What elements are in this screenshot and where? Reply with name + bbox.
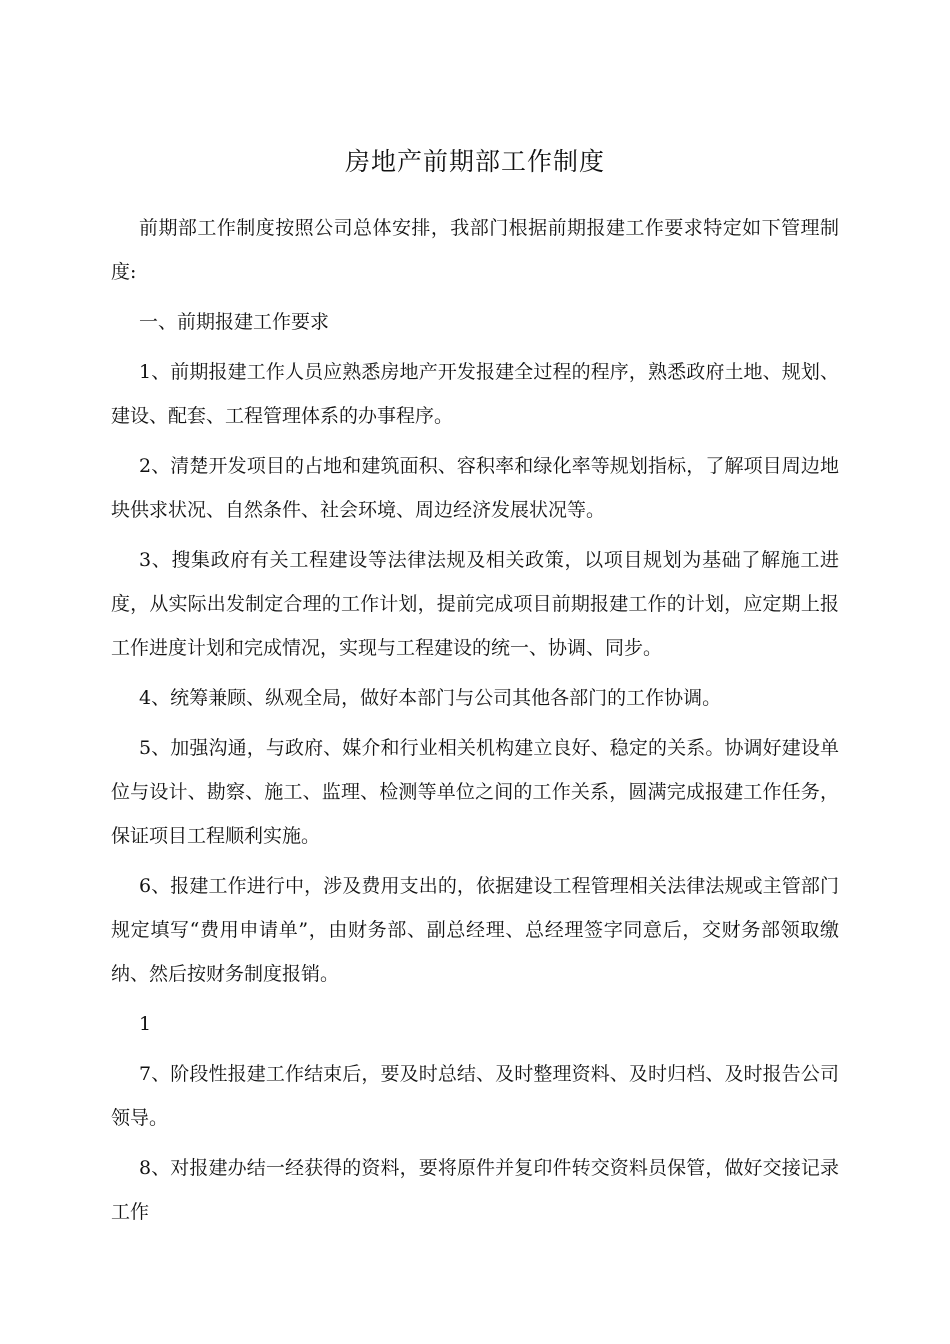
- rule-paragraph-6: 6、报建工作进行中，涉及费用支出的，依据建设工程管理相关法律法规或主管部门规定填写“费用申请单”，由财务部、副总经理、总经理签字同意后，交财务部领取缴纳、然后按财务制度报销。: [111, 875, 839, 985]
- section-heading: 一、前期报建工作要求: [139, 311, 330, 333]
- rule-paragraph-5: 5、加强沟通，与政府、媒介和行业相关机构建立良好、稳定的关系。协调好建设单位与设计、勘察、施工、监理、检测等单位之间的工作关系，圆满完成报建工作任务，保证项目工程顺利实施。: [111, 737, 839, 847]
- rule-paragraph-7: 7、阶段性报建工作结束后，要及时总结、及时整理资料、及时归档、及时报告公司领导。: [111, 1063, 839, 1129]
- intro-paragraph: 前期部工作制度按照公司总体安排，我部门根据前期报建工作要求特定如下管理制度:: [111, 217, 839, 283]
- rule-paragraph-1: 1、前期报建工作人员应熟悉房地产开发报建全过程的程序，熟悉政府土地、规划、建设、配套、工程管理体系的办事程序。: [111, 361, 839, 427]
- rule-paragraph-4: 4、统筹兼顾、纵观全局，做好本部门与公司其他各部门的工作协调。: [139, 687, 722, 709]
- page-number: 1: [139, 1013, 152, 1035]
- rule-paragraph-3: 3、搜集政府有关工程建设等法律法规及相关政策，以项目规划为基础了解施工进度，从实际出发制定合理的工作计划，提前完成项目前期报建工作的计划，应定期上报工作进度计划和完成情况，实现与工程建设的统一、协调、同步。: [111, 549, 839, 659]
- document-body: [111, 206, 839, 1240]
- rule-paragraph-8: 8、对报建办结一经获得的资料，要将原件并复印件转交资料员保管，做好交接记录工作: [111, 1157, 839, 1223]
- rule-paragraph-2: 2、清楚开发项目的占地和建筑面积、容积率和绿化率等规划指标，了解项目周边地块供求状况、自然条件、社会环境、周边经济发展状况等。: [111, 455, 839, 521]
- document-title: 房地产前期部工作制度: [344, 147, 605, 176]
